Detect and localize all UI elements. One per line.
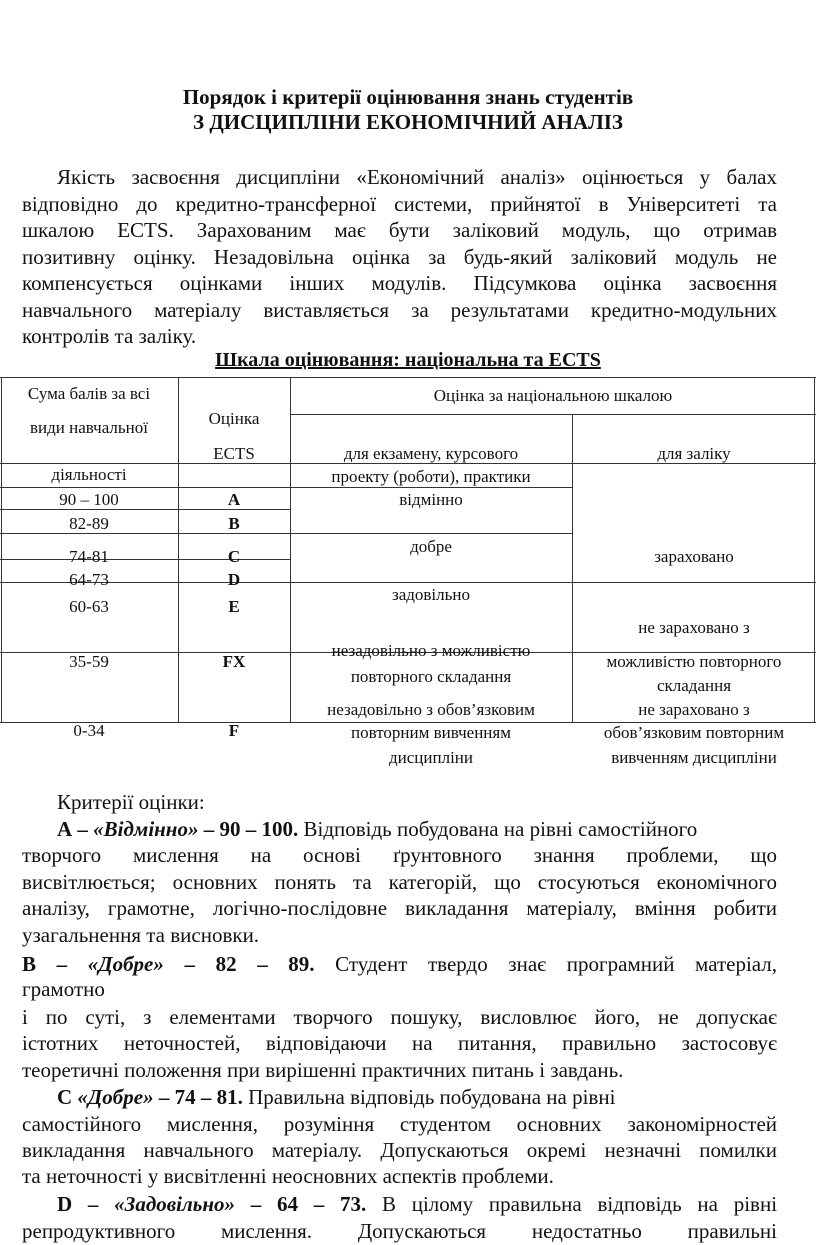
scale-title: Шкала оцінювання: національна та ECTS xyxy=(215,349,601,371)
cell-exam: дисципліни xyxy=(389,748,473,767)
criterion-b-line: істотних неточностей, відповідаючи на питання, правильно застосовує xyxy=(22,1031,777,1055)
criteria-heading: Критерії оцінки: xyxy=(57,790,205,814)
intro-line: шкалою ECTS. Зарахованим має бути заліковий модуль, що отримав xyxy=(22,218,777,242)
cell-sum: 74-81 xyxy=(69,547,109,566)
cell-exam: відмінно xyxy=(399,490,463,509)
header-ects: ECTS xyxy=(213,444,255,463)
cell-exam: незадовільно з можливістю xyxy=(331,641,531,660)
header-ects: Оцінка xyxy=(208,409,260,428)
document-subtitle: З ДИСЦИПЛІНИ ЕКОНОМІЧНИЙ АНАЛІЗ xyxy=(193,110,623,134)
criterion-a-line xyxy=(57,816,777,842)
cell-grade: FX xyxy=(222,652,246,671)
cell-grade: A xyxy=(227,490,241,509)
header-sum: види навчальної xyxy=(30,418,148,437)
criterion-dash: – xyxy=(56,952,68,976)
criterion-d-line xyxy=(57,1191,777,1217)
cell-grade: B xyxy=(228,514,240,533)
criterion-range: – 82 – 89. xyxy=(184,952,315,976)
header-credit: для заліку xyxy=(657,444,731,463)
criterion-range: – 74 – 81. xyxy=(158,1085,243,1109)
intro-line: Якість засвоєння дисципліни «Економічний аналіз» оцінюється у балах xyxy=(57,165,777,189)
cell-sum: 60-63 xyxy=(69,597,109,616)
criterion-b-line: і по суті, з елементами творчого пошуку, висловлює його, не допускає xyxy=(22,1005,777,1029)
criterion-b-line: грамотно xyxy=(22,977,105,1001)
criterion-b-line: теоретичні положення при вирішенні практичних питань і завдань. xyxy=(22,1058,624,1082)
cell-credit: обов’язковим повторним xyxy=(603,723,785,742)
criterion-letter: С xyxy=(57,1085,73,1109)
criterion-grade: «Добре» xyxy=(87,952,164,976)
cell-grade: E xyxy=(228,597,240,616)
criterion-a-line: узагальнення та висновки. xyxy=(22,923,260,947)
cell-exam: повторним вивченням xyxy=(351,723,511,742)
cell-credit: складання xyxy=(656,676,732,695)
document-title: Порядок і критерії оцінювання знань студентів xyxy=(182,85,634,109)
criterion-c-line xyxy=(57,1084,777,1110)
criterion-c-line: та неточності у висвітленні неосновних аспектів проблеми. xyxy=(22,1164,554,1188)
criterion-text: Правильна відповідь побудована на рівні xyxy=(248,1085,616,1109)
cell-sum: 82-89 xyxy=(69,514,109,533)
cell-sum: 35-59 xyxy=(69,652,109,671)
cell-credit: можливістю повторного xyxy=(606,652,782,671)
criterion-grade: «Добре» xyxy=(77,1085,154,1109)
cell-exam: задовільно xyxy=(392,585,470,604)
header-national: Оцінка за національною шкалою xyxy=(433,386,673,405)
cell-credit: зараховано xyxy=(654,547,734,566)
criterion-grade: «Задовільно» xyxy=(114,1192,236,1216)
criterion-range: – 64 – 73. xyxy=(250,1192,367,1216)
intro-line: контролів та заліку. xyxy=(22,324,197,348)
criterion-a-line: творчого мислення на основі ґрунтовного знання проблеми, що xyxy=(22,843,777,867)
cell-grade: C xyxy=(227,547,241,566)
criterion-b-line xyxy=(22,951,777,977)
criterion-grade: «Відмінно» xyxy=(93,817,199,841)
criterion-c-line: самостійного мислення, розуміння студентом основних закономірностей xyxy=(22,1112,777,1136)
cell-credit: вивченням дисципліни xyxy=(611,748,777,767)
table-rule xyxy=(0,377,816,378)
header-exam: проекту (роботи), практики xyxy=(331,467,531,486)
criterion-a-line: аналізу, грамотне, логічно-послідовне викладання матеріалу, вміння робити xyxy=(22,896,777,920)
criterion-d-line: репродуктивного мислення. Допускаються недостатньо правильні xyxy=(22,1219,777,1243)
cell-grade: F xyxy=(228,721,240,740)
criterion-a-line: висвітлюється; основних понять та категорій, що стосуються економічного xyxy=(22,870,777,894)
intro-line: навчального матеріалу виставляється за результатами кредитно-модульних xyxy=(22,298,777,322)
cell-exam: добре xyxy=(410,537,452,556)
criterion-letter: D – xyxy=(57,1192,99,1216)
cell-exam: повторного складання xyxy=(350,667,512,686)
cell-credit: не зараховано з xyxy=(638,700,750,719)
intro-line: позитивну оцінку. Незадовільна оцінка за будь-який заліковий модуль не xyxy=(22,245,777,269)
cell-sum: 0-34 xyxy=(73,721,105,740)
criterion-range: – 90 – 100. xyxy=(203,817,299,841)
criterion-text: В цілому правильна відповідь на рівні xyxy=(381,1192,778,1216)
criterion-text: Студент твердо знає програмний матеріал, xyxy=(335,952,778,976)
header-sum: Сума балів за всі xyxy=(27,384,151,403)
criterion-letter: В xyxy=(22,952,37,976)
criterion-letter: А – xyxy=(57,817,88,841)
header-sum: діяльності xyxy=(51,465,127,484)
intro-line: відповідно до кредитно-трансферної системи, прийнятої в Університеті та xyxy=(22,192,777,216)
intro-line: компенсується оцінками інших модулів. Підсумкова оцінка засвоєння xyxy=(22,271,777,295)
table-rule xyxy=(0,487,572,488)
criterion-c-line: викладання навчального матеріалу. Допускаються окремі незначні помилки xyxy=(22,1138,777,1162)
cell-exam: незадовільно з обов’язковим xyxy=(327,700,535,719)
cell-sum: 64-73 xyxy=(69,570,109,589)
cell-credit: не зараховано з xyxy=(638,618,750,637)
header-exam: для екзамену, курсового xyxy=(343,444,519,463)
cell-sum: 90 – 100 xyxy=(59,490,119,509)
criterion-text: Відповідь побудована на рівні самостійного xyxy=(303,817,698,841)
cell-grade: D xyxy=(227,570,241,589)
